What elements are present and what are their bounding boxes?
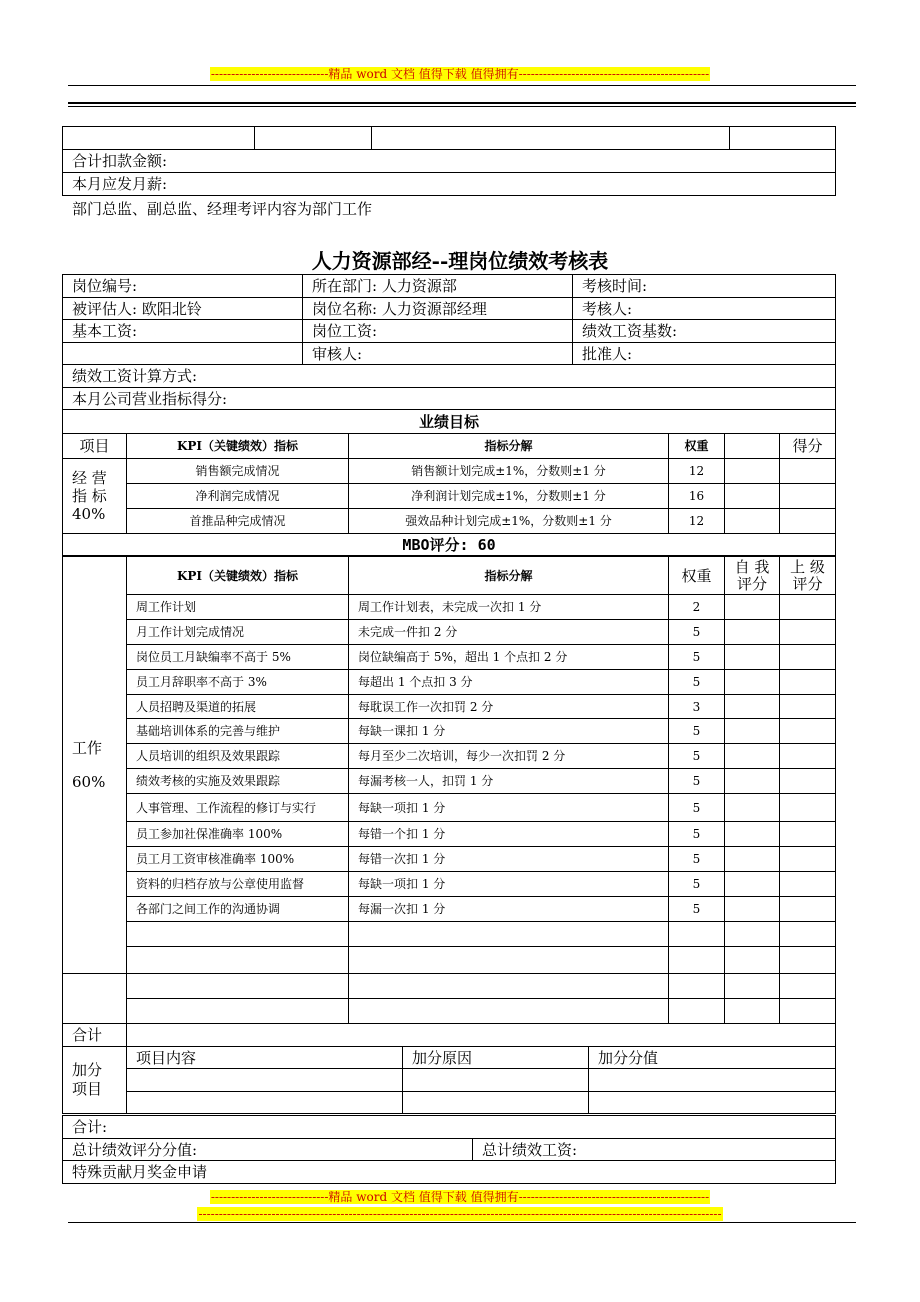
perf-row-empty	[725, 459, 780, 484]
evaluatee: 被评估人: 欧阳北铃	[63, 298, 303, 320]
mbo-row-decomp: 每缺一课扣 1 分	[349, 719, 669, 744]
perf-group-label	[63, 459, 127, 534]
mbo-row-sup	[780, 620, 836, 645]
extra-empty-cell	[780, 974, 836, 999]
footer-banner-2: ---------------------------------------------------------------------------------------------------------------------------------	[198, 1207, 722, 1221]
mbo-row-decomp: 每错一个扣 1 分	[349, 822, 669, 847]
perf-row-empty	[725, 509, 780, 534]
special-bonus: 特殊贡献月奖金申请	[63, 1161, 836, 1184]
mbo-group-label	[63, 557, 127, 974]
mbo-row-decomp: 每超出 1 个点扣 3 分	[349, 670, 669, 695]
mbo-row-decomp: 每耽误工作一次扣罚 2 分	[349, 695, 669, 719]
mbo-row-weight: 5	[669, 872, 725, 897]
mbo-row-sup	[780, 744, 836, 769]
header-rule-double-top	[68, 102, 856, 104]
total-label: 合计:	[63, 1116, 836, 1139]
mbo-row-weight: 5	[669, 670, 725, 695]
mbo-group-label-1: 工作	[72, 739, 103, 757]
mbo-h-self-1: 自 我	[734, 557, 770, 576]
mbo-h-kpi: KPI（关键绩效）指标	[127, 557, 349, 595]
mbo-row-weight: 5	[669, 822, 725, 847]
mbo-row-sup	[780, 595, 836, 620]
empty-cell	[63, 343, 303, 365]
perf-row-kpi: 销售额完成情况	[127, 459, 349, 484]
extra-empty-cell	[725, 999, 780, 1024]
mbo-row-self	[725, 695, 780, 719]
mbo-row-kpi: 人员培训的组织及效果跟踪	[127, 744, 349, 769]
bonus-empty-cell	[403, 1069, 589, 1092]
mbo-row-self	[725, 744, 780, 769]
mbo-row-weight: 2	[669, 595, 725, 620]
prev-empty-cell	[255, 127, 372, 150]
mbo-row-weight: 5	[669, 897, 725, 922]
bonus-table	[62, 1046, 836, 1114]
mbo-empty-cell	[349, 922, 669, 947]
footer-banner: -----------------------------精品 word 文档 值得下载 值得拥有-----------------------------------------------	[210, 1190, 710, 1204]
mbo-row-decomp: 岗位缺编高于 5%，超出 1 个点扣 2 分	[349, 645, 669, 670]
mbo-empty-cell	[725, 947, 780, 974]
perf-h-score: 得分	[780, 434, 836, 459]
mbo-row-decomp: 未完成一件扣 2 分	[349, 620, 669, 645]
mbo-row-self	[725, 645, 780, 670]
mbo-row-sup	[780, 794, 836, 822]
prev-empty-cell	[63, 127, 255, 150]
mbo-h-sup	[780, 557, 836, 595]
mbo-row-weight: 5	[669, 744, 725, 769]
mbo-empty-cell	[127, 922, 349, 947]
mbo-row-self	[725, 719, 780, 744]
perf-section-title: 业绩目标	[63, 410, 836, 434]
perf-group-label-3: 40%	[72, 505, 106, 523]
mbo-row-decomp: 每月至少二次培训，每少一次扣罚 2 分	[349, 744, 669, 769]
mbo-empty-cell	[127, 947, 349, 974]
mbo-empty-cell	[669, 922, 725, 947]
mbo-row-sup	[780, 769, 836, 794]
page-title: 人力资源部经--理岗位绩效考核表	[311, 249, 609, 273]
mbo-row-kpi: 各部门之间工作的沟通协调	[127, 897, 349, 922]
mbo-row-kpi: 岗位员工月缺编率不高于 5%	[127, 645, 349, 670]
extra-empty-cell	[349, 974, 669, 999]
mbo-row-sup	[780, 670, 836, 695]
prev-empty-cell	[730, 127, 836, 150]
totals-table	[62, 1115, 836, 1184]
mbo-row-kpi: 员工月辞职率不高于 3%	[127, 670, 349, 695]
perf-row-decomp: 销售额计划完成±1%，分数则±1 分	[349, 459, 669, 484]
bonus-h-content: 项目内容	[127, 1047, 403, 1069]
mbo-empty-cell	[780, 947, 836, 974]
info-table	[62, 274, 836, 410]
examiner: 考核人:	[573, 298, 836, 320]
mbo-row-decomp: 周工作计划表，未完成一次扣 1 分	[349, 595, 669, 620]
subtotal-value	[127, 1024, 836, 1047]
perf-row-empty	[725, 484, 780, 509]
mbo-row-weight: 5	[669, 847, 725, 872]
mbo-row-sup	[780, 897, 836, 922]
perf-row-kpi: 净利润完成情况	[127, 484, 349, 509]
extra-label-cell	[63, 974, 127, 1024]
mbo-row-kpi: 人事管理、工作流程的修订与实行	[127, 794, 349, 822]
mbo-row-decomp: 每缺一项扣 1 分	[349, 794, 669, 822]
mbo-empty-cell	[349, 947, 669, 974]
deduction-total: 合计扣款金额:	[63, 150, 836, 173]
perf-h-empty	[725, 434, 780, 459]
post-no: 岗位编号:	[63, 275, 303, 298]
mbo-row-sup	[780, 645, 836, 670]
calc-method: 绩效工资计算方式:	[63, 365, 836, 388]
dept-note: 部门总监、副总监、经理考评内容为部门工作	[72, 200, 373, 218]
prev-table	[62, 126, 836, 196]
bonus-empty-cell	[589, 1092, 836, 1114]
total-salary: 总计绩效工资:	[473, 1139, 836, 1161]
mbo-row-self	[725, 670, 780, 695]
perf-group-label-2: 指 标	[72, 487, 107, 505]
mbo-row-self	[725, 595, 780, 620]
mbo-row-sup	[780, 847, 836, 872]
extra-empty-cell	[669, 999, 725, 1024]
extra-empty-cell	[349, 999, 669, 1024]
mbo-h-decomp: 指标分解	[349, 557, 669, 595]
perf-row-decomp: 净利润计划完成±1%，分数则±1 分	[349, 484, 669, 509]
perf-h-kpi: KPI（关键绩效）指标	[127, 434, 349, 459]
mbo-group-label-2: 60%	[72, 773, 106, 791]
perf-row-decomp: 强效品种计划完成±1%，分数则±1 分	[349, 509, 669, 534]
mbo-row-kpi: 员工参加社保准确率 100%	[127, 822, 349, 847]
mbo-row-self	[725, 794, 780, 822]
extra-empty-cell	[669, 974, 725, 999]
perf-row-weight: 16	[669, 484, 725, 509]
bonus-label-1: 加分	[72, 1061, 103, 1079]
mbo-row-weight: 5	[669, 794, 725, 822]
bonus-empty-cell	[127, 1092, 403, 1114]
mbo-row-kpi: 周工作计划	[127, 595, 349, 620]
mbo-h-sup-2: 评分	[792, 574, 823, 593]
mbo-row-weight: 5	[669, 645, 725, 670]
mbo-h-sup-1: 上 级	[790, 557, 825, 576]
mbo-row-self	[725, 897, 780, 922]
mbo-row-kpi: 员工月工资审核准确率 100%	[127, 847, 349, 872]
perf-table	[62, 409, 836, 556]
mbo-h-weight: 权重	[669, 557, 725, 595]
extra-empty-cell	[780, 999, 836, 1024]
mbo-h-self-2: 评分	[736, 574, 767, 593]
perf-h-weight: 权重	[669, 434, 725, 459]
mbo-title: MBO评分: 60	[63, 534, 836, 556]
bonus-label	[63, 1047, 127, 1114]
bonus-h-reason: 加分原因	[403, 1047, 589, 1069]
perf-h-decomp: 指标分解	[349, 434, 669, 459]
mbo-table	[62, 556, 836, 1047]
extra-empty-cell	[725, 974, 780, 999]
mbo-row-self	[725, 822, 780, 847]
mbo-row-weight: 5	[669, 719, 725, 744]
perf-row-weight: 12	[669, 459, 725, 484]
reviewer: 审核人:	[303, 343, 573, 365]
mbo-row-sup	[780, 695, 836, 719]
header-rule	[68, 85, 856, 86]
footer-rule	[68, 1222, 856, 1223]
mbo-row-kpi: 资料的归档存放与公章使用监督	[127, 872, 349, 897]
dept: 所在部门: 人力资源部	[303, 275, 573, 298]
mbo-h-self	[725, 557, 780, 595]
total-score: 总计绩效评分分值:	[63, 1139, 473, 1161]
base-salary: 基本工资:	[63, 320, 303, 343]
mbo-row-decomp: 每缺一项扣 1 分	[349, 872, 669, 897]
mbo-row-self	[725, 847, 780, 872]
perf-row-weight: 12	[669, 509, 725, 534]
post-name: 岗位名称: 人力资源部经理	[303, 298, 573, 320]
mbo-row-kpi: 人员招聘及渠道的拓展	[127, 695, 349, 719]
mbo-row-decomp: 每漏考核一人，扣罚 1 分	[349, 769, 669, 794]
mbo-row-kpi: 基础培训体系的完善与维护	[127, 719, 349, 744]
mbo-row-self	[725, 872, 780, 897]
mbo-row-sup	[780, 822, 836, 847]
bonus-h-value: 加分分值	[589, 1047, 836, 1069]
extra-empty-cell	[127, 974, 349, 999]
mbo-row-sup	[780, 872, 836, 897]
approver: 批准人:	[573, 343, 836, 365]
mbo-row-sup	[780, 719, 836, 744]
perf-row-score	[780, 484, 836, 509]
mbo-row-weight: 5	[669, 620, 725, 645]
post-salary: 岗位工资:	[303, 320, 573, 343]
bonus-label-2: 项目	[72, 1080, 103, 1098]
mbo-row-weight: 5	[669, 769, 725, 794]
mbo-row-decomp: 每漏一次扣 1 分	[349, 897, 669, 922]
prev-empty-cell	[372, 127, 730, 150]
mbo-empty-cell	[780, 922, 836, 947]
mbo-row-self	[725, 769, 780, 794]
bonus-empty-cell	[589, 1069, 836, 1092]
header-rule-double-bottom	[68, 106, 856, 107]
perf-row-score	[780, 509, 836, 534]
company-score: 本月公司营业指标得分:	[63, 388, 836, 410]
perf-row-score	[780, 459, 836, 484]
header-banner: -----------------------------精品 word 文档 值得下载 值得拥有-----------------------------------------------	[210, 67, 710, 81]
subtotal-label: 合计	[63, 1024, 127, 1047]
mbo-row-kpi: 月工作计划完成情况	[127, 620, 349, 645]
mbo-row-decomp: 每错一次扣 1 分	[349, 847, 669, 872]
mbo-row-weight: 3	[669, 695, 725, 719]
perf-base: 绩效工资基数:	[573, 320, 836, 343]
extra-empty-cell	[127, 999, 349, 1024]
bonus-empty-cell	[127, 1069, 403, 1092]
mbo-empty-cell	[669, 947, 725, 974]
perf-h-item: 项目	[63, 434, 127, 459]
perf-group-label-1: 经 营	[72, 469, 107, 487]
exam-time: 考核时间:	[573, 275, 836, 298]
mbo-row-kpi: 绩效考核的实施及效果跟踪	[127, 769, 349, 794]
mbo-empty-cell	[725, 922, 780, 947]
bonus-empty-cell	[403, 1092, 589, 1114]
monthly-salary: 本月应发月薪:	[63, 173, 836, 196]
perf-row-kpi: 首推品种完成情况	[127, 509, 349, 534]
mbo-row-self	[725, 620, 780, 645]
